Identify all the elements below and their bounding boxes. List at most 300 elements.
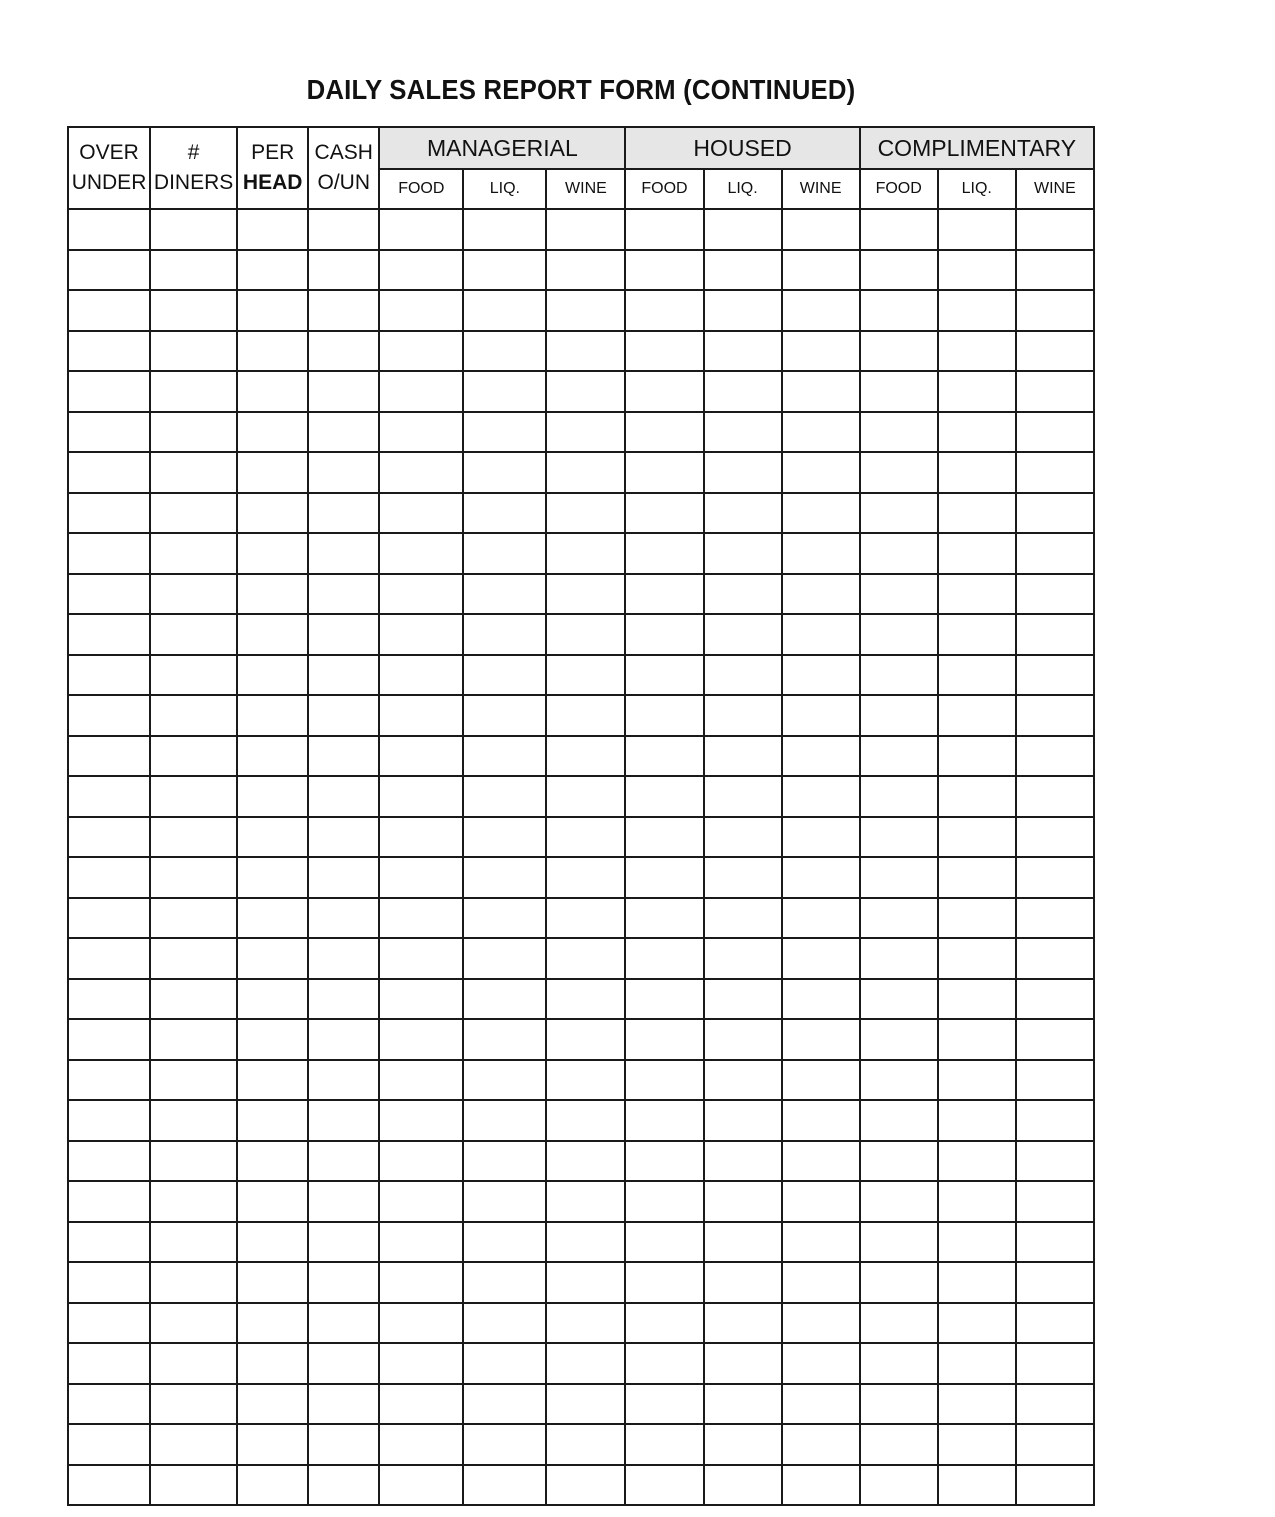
entry-cell[interactable] (860, 1424, 938, 1465)
entry-cell[interactable] (379, 1384, 463, 1425)
entry-cell[interactable] (463, 371, 546, 412)
entry-cell[interactable] (704, 290, 782, 331)
entry-cell[interactable] (625, 493, 703, 534)
entry-cell[interactable] (938, 1384, 1016, 1425)
entry-cell[interactable] (68, 1384, 150, 1425)
entry-cell[interactable] (938, 655, 1016, 696)
entry-cell[interactable] (1016, 1262, 1094, 1303)
entry-cell[interactable] (237, 1222, 308, 1263)
entry-cell[interactable] (463, 493, 546, 534)
entry-cell[interactable] (308, 695, 379, 736)
entry-cell[interactable] (625, 1060, 703, 1101)
entry-cell[interactable] (625, 1019, 703, 1060)
entry-cell[interactable] (68, 533, 150, 574)
entry-cell[interactable] (782, 736, 860, 777)
entry-cell[interactable] (150, 736, 237, 777)
entry-cell[interactable] (237, 817, 308, 858)
entry-cell[interactable] (463, 1465, 546, 1506)
entry-cell[interactable] (463, 1303, 546, 1344)
entry-cell[interactable] (546, 533, 625, 574)
entry-cell[interactable] (704, 898, 782, 939)
entry-cell[interactable] (68, 1141, 150, 1182)
entry-cell[interactable] (704, 493, 782, 534)
entry-cell[interactable] (1016, 331, 1094, 372)
entry-cell[interactable] (68, 1424, 150, 1465)
entry-cell[interactable] (150, 290, 237, 331)
entry-cell[interactable] (704, 533, 782, 574)
entry-cell[interactable] (379, 1060, 463, 1101)
entry-cell[interactable] (782, 493, 860, 534)
entry-cell[interactable] (237, 1384, 308, 1425)
entry-cell[interactable] (237, 1303, 308, 1344)
entry-cell[interactable] (150, 574, 237, 615)
entry-cell[interactable] (860, 1141, 938, 1182)
entry-cell[interactable] (68, 250, 150, 291)
entry-cell[interactable] (546, 493, 625, 534)
entry-cell[interactable] (68, 1262, 150, 1303)
entry-cell[interactable] (237, 412, 308, 453)
entry-cell[interactable] (308, 1019, 379, 1060)
entry-cell[interactable] (308, 290, 379, 331)
entry-cell[interactable] (938, 331, 1016, 372)
entry-cell[interactable] (308, 898, 379, 939)
entry-cell[interactable] (379, 736, 463, 777)
entry-cell[interactable] (625, 655, 703, 696)
entry-cell[interactable] (68, 1100, 150, 1141)
entry-cell[interactable] (625, 371, 703, 412)
entry-cell[interactable] (237, 331, 308, 372)
entry-cell[interactable] (782, 695, 860, 736)
entry-cell[interactable] (625, 1141, 703, 1182)
entry-cell[interactable] (860, 614, 938, 655)
entry-cell[interactable] (1016, 533, 1094, 574)
entry-cell[interactable] (546, 250, 625, 291)
entry-cell[interactable] (308, 979, 379, 1020)
entry-cell[interactable] (625, 290, 703, 331)
entry-cell[interactable] (625, 250, 703, 291)
entry-cell[interactable] (150, 371, 237, 412)
entry-cell[interactable] (308, 817, 379, 858)
entry-cell[interactable] (782, 574, 860, 615)
entry-cell[interactable] (625, 1222, 703, 1263)
entry-cell[interactable] (782, 655, 860, 696)
entry-cell[interactable] (150, 938, 237, 979)
entry-cell[interactable] (782, 1222, 860, 1263)
entry-cell[interactable] (308, 209, 379, 250)
entry-cell[interactable] (938, 1343, 1016, 1384)
entry-cell[interactable] (782, 533, 860, 574)
entry-cell[interactable] (68, 655, 150, 696)
entry-cell[interactable] (938, 817, 1016, 858)
entry-cell[interactable] (782, 1465, 860, 1506)
entry-cell[interactable] (1016, 736, 1094, 777)
entry-cell[interactable] (704, 655, 782, 696)
entry-cell[interactable] (68, 979, 150, 1020)
entry-cell[interactable] (546, 209, 625, 250)
entry-cell[interactable] (1016, 817, 1094, 858)
entry-cell[interactable] (860, 1262, 938, 1303)
entry-cell[interactable] (463, 1100, 546, 1141)
entry-cell[interactable] (704, 1181, 782, 1222)
entry-cell[interactable] (546, 1100, 625, 1141)
entry-cell[interactable] (546, 938, 625, 979)
entry-cell[interactable] (704, 412, 782, 453)
entry-cell[interactable] (860, 1384, 938, 1425)
entry-cell[interactable] (704, 736, 782, 777)
entry-cell[interactable] (308, 614, 379, 655)
entry-cell[interactable] (546, 817, 625, 858)
entry-cell[interactable] (704, 1384, 782, 1425)
entry-cell[interactable] (150, 412, 237, 453)
entry-cell[interactable] (546, 1019, 625, 1060)
entry-cell[interactable] (308, 533, 379, 574)
entry-cell[interactable] (379, 1141, 463, 1182)
entry-cell[interactable] (308, 574, 379, 615)
entry-cell[interactable] (1016, 1060, 1094, 1101)
entry-cell[interactable] (237, 655, 308, 696)
entry-cell[interactable] (782, 1141, 860, 1182)
entry-cell[interactable] (463, 574, 546, 615)
entry-cell[interactable] (938, 452, 1016, 493)
entry-cell[interactable] (308, 776, 379, 817)
entry-cell[interactable] (860, 533, 938, 574)
entry-cell[interactable] (237, 452, 308, 493)
entry-cell[interactable] (463, 655, 546, 696)
entry-cell[interactable] (860, 574, 938, 615)
entry-cell[interactable] (938, 290, 1016, 331)
entry-cell[interactable] (150, 1262, 237, 1303)
entry-cell[interactable] (860, 1465, 938, 1506)
entry-cell[interactable] (704, 1060, 782, 1101)
entry-cell[interactable] (938, 695, 1016, 736)
entry-cell[interactable] (379, 331, 463, 372)
entry-cell[interactable] (546, 1222, 625, 1263)
entry-cell[interactable] (782, 817, 860, 858)
entry-cell[interactable] (546, 1384, 625, 1425)
entry-cell[interactable] (237, 1343, 308, 1384)
entry-cell[interactable] (308, 371, 379, 412)
entry-cell[interactable] (463, 452, 546, 493)
entry-cell[interactable] (308, 412, 379, 453)
entry-cell[interactable] (68, 452, 150, 493)
entry-cell[interactable] (1016, 1384, 1094, 1425)
entry-cell[interactable] (237, 695, 308, 736)
entry-cell[interactable] (704, 938, 782, 979)
entry-cell[interactable] (463, 250, 546, 291)
entry-cell[interactable] (546, 412, 625, 453)
entry-cell[interactable] (782, 979, 860, 1020)
entry-cell[interactable] (546, 1141, 625, 1182)
entry-cell[interactable] (379, 979, 463, 1020)
entry-cell[interactable] (150, 817, 237, 858)
entry-cell[interactable] (1016, 614, 1094, 655)
entry-cell[interactable] (546, 614, 625, 655)
entry-cell[interactable] (1016, 979, 1094, 1020)
entry-cell[interactable] (1016, 371, 1094, 412)
entry-cell[interactable] (379, 533, 463, 574)
entry-cell[interactable] (150, 1424, 237, 1465)
entry-cell[interactable] (1016, 1465, 1094, 1506)
entry-cell[interactable] (625, 1303, 703, 1344)
entry-cell[interactable] (704, 250, 782, 291)
entry-cell[interactable] (860, 736, 938, 777)
entry-cell[interactable] (237, 1141, 308, 1182)
entry-cell[interactable] (308, 1465, 379, 1506)
entry-cell[interactable] (860, 1181, 938, 1222)
entry-cell[interactable] (150, 655, 237, 696)
entry-cell[interactable] (237, 938, 308, 979)
entry-cell[interactable] (782, 1262, 860, 1303)
entry-cell[interactable] (938, 938, 1016, 979)
entry-cell[interactable] (68, 331, 150, 372)
entry-cell[interactable] (150, 209, 237, 250)
entry-cell[interactable] (463, 209, 546, 250)
entry-cell[interactable] (625, 736, 703, 777)
entry-cell[interactable] (68, 736, 150, 777)
entry-cell[interactable] (379, 412, 463, 453)
entry-cell[interactable] (1016, 695, 1094, 736)
entry-cell[interactable] (308, 655, 379, 696)
entry-cell[interactable] (938, 1303, 1016, 1344)
entry-cell[interactable] (237, 574, 308, 615)
entry-cell[interactable] (1016, 1100, 1094, 1141)
entry-cell[interactable] (308, 250, 379, 291)
entry-cell[interactable] (463, 979, 546, 1020)
entry-cell[interactable] (68, 898, 150, 939)
entry-cell[interactable] (704, 1222, 782, 1263)
entry-cell[interactable] (68, 938, 150, 979)
entry-cell[interactable] (237, 857, 308, 898)
entry-cell[interactable] (68, 1060, 150, 1101)
entry-cell[interactable] (625, 574, 703, 615)
entry-cell[interactable] (704, 1141, 782, 1182)
entry-cell[interactable] (704, 1465, 782, 1506)
entry-cell[interactable] (308, 331, 379, 372)
entry-cell[interactable] (463, 331, 546, 372)
entry-cell[interactable] (860, 290, 938, 331)
entry-cell[interactable] (704, 776, 782, 817)
entry-cell[interactable] (237, 1262, 308, 1303)
entry-cell[interactable] (68, 1303, 150, 1344)
entry-cell[interactable] (704, 857, 782, 898)
entry-cell[interactable] (379, 1181, 463, 1222)
entry-cell[interactable] (463, 817, 546, 858)
entry-cell[interactable] (68, 695, 150, 736)
entry-cell[interactable] (68, 371, 150, 412)
entry-cell[interactable] (237, 1424, 308, 1465)
entry-cell[interactable] (237, 493, 308, 534)
entry-cell[interactable] (704, 1424, 782, 1465)
entry-cell[interactable] (546, 1343, 625, 1384)
entry-cell[interactable] (379, 695, 463, 736)
entry-cell[interactable] (308, 736, 379, 777)
entry-cell[interactable] (938, 857, 1016, 898)
entry-cell[interactable] (237, 979, 308, 1020)
entry-cell[interactable] (704, 1343, 782, 1384)
entry-cell[interactable] (782, 857, 860, 898)
entry-cell[interactable] (379, 371, 463, 412)
entry-cell[interactable] (704, 1100, 782, 1141)
entry-cell[interactable] (237, 533, 308, 574)
entry-cell[interactable] (782, 938, 860, 979)
entry-cell[interactable] (150, 1060, 237, 1101)
entry-cell[interactable] (860, 331, 938, 372)
entry-cell[interactable] (150, 1141, 237, 1182)
entry-cell[interactable] (1016, 290, 1094, 331)
entry-cell[interactable] (625, 533, 703, 574)
entry-cell[interactable] (782, 412, 860, 453)
entry-cell[interactable] (938, 776, 1016, 817)
entry-cell[interactable] (308, 1181, 379, 1222)
entry-cell[interactable] (625, 452, 703, 493)
entry-cell[interactable] (308, 1384, 379, 1425)
entry-cell[interactable] (860, 209, 938, 250)
entry-cell[interactable] (308, 1222, 379, 1263)
entry-cell[interactable] (463, 1181, 546, 1222)
entry-cell[interactable] (379, 250, 463, 291)
entry-cell[interactable] (150, 979, 237, 1020)
entry-cell[interactable] (150, 614, 237, 655)
entry-cell[interactable] (379, 209, 463, 250)
entry-cell[interactable] (860, 979, 938, 1020)
entry-cell[interactable] (860, 898, 938, 939)
entry-cell[interactable] (782, 1424, 860, 1465)
entry-cell[interactable] (237, 1019, 308, 1060)
entry-cell[interactable] (860, 1222, 938, 1263)
entry-cell[interactable] (938, 1019, 1016, 1060)
entry-cell[interactable] (150, 1222, 237, 1263)
entry-cell[interactable] (938, 898, 1016, 939)
entry-cell[interactable] (782, 1384, 860, 1425)
entry-cell[interactable] (379, 290, 463, 331)
entry-cell[interactable] (938, 1262, 1016, 1303)
entry-cell[interactable] (463, 1141, 546, 1182)
entry-cell[interactable] (546, 1424, 625, 1465)
entry-cell[interactable] (938, 1424, 1016, 1465)
entry-cell[interactable] (625, 614, 703, 655)
entry-cell[interactable] (379, 817, 463, 858)
entry-cell[interactable] (150, 857, 237, 898)
entry-cell[interactable] (546, 290, 625, 331)
entry-cell[interactable] (68, 776, 150, 817)
entry-cell[interactable] (308, 1141, 379, 1182)
entry-cell[interactable] (546, 655, 625, 696)
entry-cell[interactable] (782, 1060, 860, 1101)
entry-cell[interactable] (1016, 574, 1094, 615)
entry-cell[interactable] (379, 857, 463, 898)
entry-cell[interactable] (1016, 776, 1094, 817)
entry-cell[interactable] (1016, 655, 1094, 696)
entry-cell[interactable] (150, 533, 237, 574)
entry-cell[interactable] (150, 1181, 237, 1222)
entry-cell[interactable] (782, 614, 860, 655)
entry-cell[interactable] (546, 452, 625, 493)
entry-cell[interactable] (625, 979, 703, 1020)
entry-cell[interactable] (546, 695, 625, 736)
entry-cell[interactable] (860, 1019, 938, 1060)
entry-cell[interactable] (938, 1060, 1016, 1101)
entry-cell[interactable] (782, 1303, 860, 1344)
entry-cell[interactable] (938, 412, 1016, 453)
entry-cell[interactable] (308, 452, 379, 493)
entry-cell[interactable] (68, 1019, 150, 1060)
entry-cell[interactable] (1016, 938, 1094, 979)
entry-cell[interactable] (237, 776, 308, 817)
entry-cell[interactable] (704, 817, 782, 858)
entry-cell[interactable] (625, 938, 703, 979)
entry-cell[interactable] (150, 1384, 237, 1425)
entry-cell[interactable] (463, 1424, 546, 1465)
entry-cell[interactable] (68, 1222, 150, 1263)
entry-cell[interactable] (1016, 209, 1094, 250)
entry-cell[interactable] (379, 574, 463, 615)
entry-cell[interactable] (237, 1465, 308, 1506)
entry-cell[interactable] (308, 493, 379, 534)
entry-cell[interactable] (308, 857, 379, 898)
entry-cell[interactable] (1016, 857, 1094, 898)
entry-cell[interactable] (625, 857, 703, 898)
entry-cell[interactable] (938, 574, 1016, 615)
entry-cell[interactable] (860, 1303, 938, 1344)
entry-cell[interactable] (1016, 1303, 1094, 1344)
entry-cell[interactable] (860, 1100, 938, 1141)
entry-cell[interactable] (546, 371, 625, 412)
entry-cell[interactable] (546, 1465, 625, 1506)
entry-cell[interactable] (68, 574, 150, 615)
entry-cell[interactable] (625, 331, 703, 372)
entry-cell[interactable] (860, 412, 938, 453)
entry-cell[interactable] (379, 493, 463, 534)
entry-cell[interactable] (150, 331, 237, 372)
entry-cell[interactable] (546, 857, 625, 898)
entry-cell[interactable] (625, 209, 703, 250)
entry-cell[interactable] (463, 776, 546, 817)
entry-cell[interactable] (1016, 1343, 1094, 1384)
entry-cell[interactable] (860, 938, 938, 979)
entry-cell[interactable] (150, 695, 237, 736)
entry-cell[interactable] (463, 938, 546, 979)
entry-cell[interactable] (150, 1100, 237, 1141)
entry-cell[interactable] (379, 1222, 463, 1263)
entry-cell[interactable] (860, 857, 938, 898)
entry-cell[interactable] (625, 817, 703, 858)
entry-cell[interactable] (463, 898, 546, 939)
entry-cell[interactable] (379, 776, 463, 817)
entry-cell[interactable] (782, 1100, 860, 1141)
entry-cell[interactable] (860, 1060, 938, 1101)
entry-cell[interactable] (860, 1343, 938, 1384)
entry-cell[interactable] (782, 1019, 860, 1060)
entry-cell[interactable] (938, 371, 1016, 412)
entry-cell[interactable] (1016, 250, 1094, 291)
entry-cell[interactable] (782, 331, 860, 372)
entry-cell[interactable] (546, 331, 625, 372)
entry-cell[interactable] (860, 452, 938, 493)
entry-cell[interactable] (308, 1060, 379, 1101)
entry-cell[interactable] (1016, 898, 1094, 939)
entry-cell[interactable] (463, 533, 546, 574)
entry-cell[interactable] (379, 655, 463, 696)
entry-cell[interactable] (625, 1181, 703, 1222)
entry-cell[interactable] (237, 290, 308, 331)
entry-cell[interactable] (938, 979, 1016, 1020)
entry-cell[interactable] (379, 1303, 463, 1344)
entry-cell[interactable] (463, 1262, 546, 1303)
entry-cell[interactable] (704, 331, 782, 372)
entry-cell[interactable] (704, 574, 782, 615)
entry-cell[interactable] (68, 1181, 150, 1222)
entry-cell[interactable] (308, 1343, 379, 1384)
